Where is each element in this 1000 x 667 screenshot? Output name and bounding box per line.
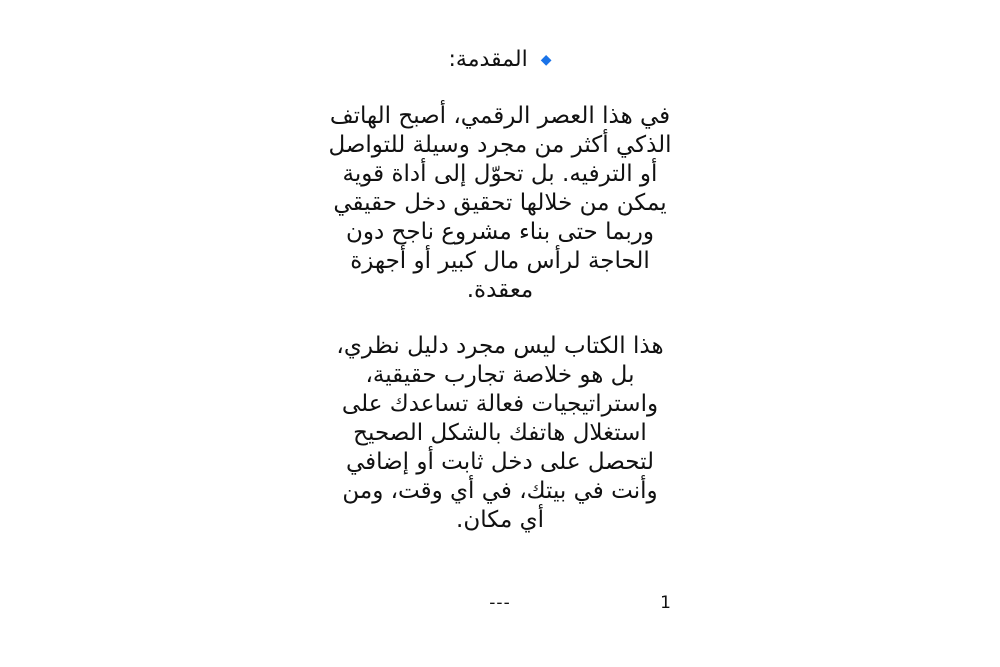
bullet-diamond-icon: ◆	[540, 52, 552, 68]
text-line: أي مكان.	[456, 507, 544, 533]
text-line: يمكن من خلالها تحقيق دخل حقيقي	[333, 190, 667, 216]
text-line: لتحصل على دخل ثابت أو إضافي	[345, 449, 655, 475]
text-line: الحاجة لرأس مال كبير أو أجهزة	[350, 248, 650, 274]
text-line: وأنت في بيتك، في أي وقت، ومن	[342, 478, 658, 504]
page-footer	[325, 592, 675, 614]
text-line: واستراتيجيات فعالة تساعدك على	[341, 391, 659, 417]
book-page	[325, 0, 675, 667]
text-line: في هذا العصر الرقمي، أصبح الهاتف	[329, 103, 671, 129]
section-heading	[325, 46, 675, 74]
text-line: بل هو خلاصة تجارب حقيقية،	[365, 362, 635, 388]
text-line: وربما حتى بناء مشروع ناجح دون	[345, 219, 655, 245]
text-line: معقدة.	[466, 277, 534, 303]
paragraph-intro-2	[325, 332, 675, 535]
section-heading-text: المقدمة:	[448, 47, 528, 72]
separator-dashes: ---	[489, 593, 511, 613]
page-number: 1	[660, 593, 671, 613]
paragraph-intro-1	[325, 102, 675, 305]
text-line: الذكي أكثر من مجرد وسيلة للتواصل	[328, 132, 672, 158]
text-line: أو الترفيه. بل تحوّل إلى أداة قوية	[342, 161, 658, 187]
text-line: هذا الكتاب ليس مجرد دليل نظري،	[336, 333, 664, 359]
text-line: استغلال هاتفك بالشكل الصحيح	[353, 420, 647, 446]
